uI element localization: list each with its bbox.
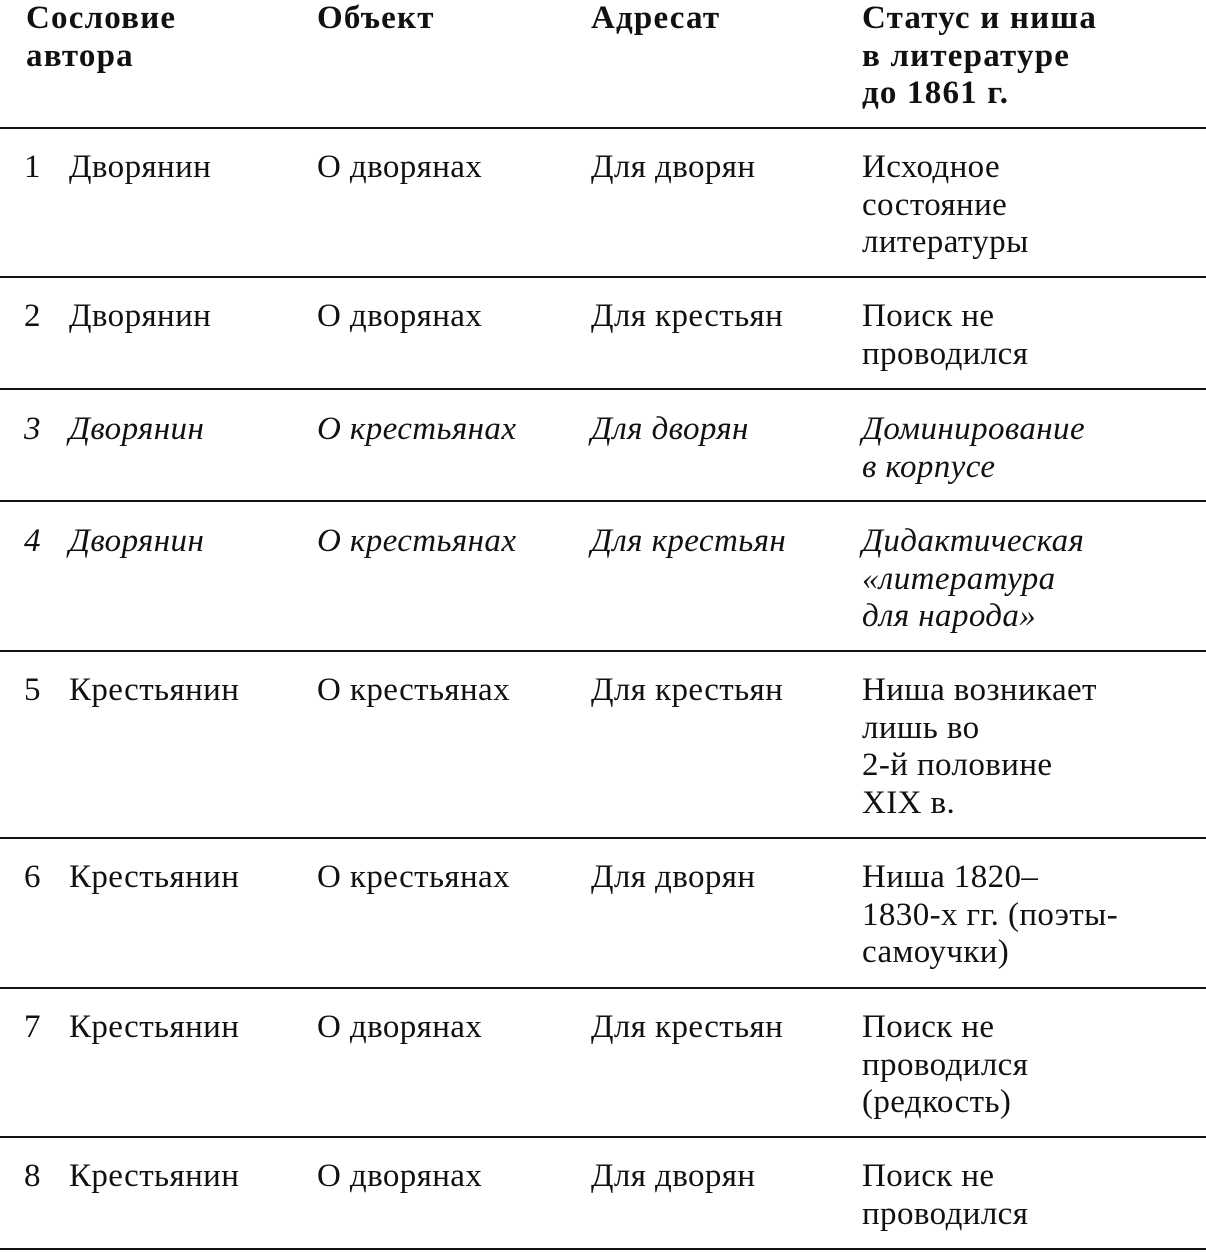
row-object: О крестьянах <box>317 672 510 708</box>
header-line: Объект <box>317 0 435 36</box>
status-line: 2-й половине <box>862 747 1053 783</box>
row-rule <box>0 650 1206 652</box>
status-line: Дидактическая <box>862 523 1085 559</box>
header-line: Сословие <box>26 0 177 36</box>
row-addressee: Для дворян <box>591 859 756 895</box>
status-line: литературы <box>862 224 1029 260</box>
status-line: лишь во <box>862 709 980 746</box>
status-line: самоучки) <box>862 934 1010 970</box>
header-status <box>862 0 1097 113</box>
row-author: Крестьянин <box>69 1009 240 1045</box>
header-rule <box>0 127 1206 129</box>
row-addressee: Для дворян <box>591 149 756 185</box>
row-number: 1 <box>24 149 41 185</box>
row-rule <box>0 837 1206 839</box>
header-author-estate <box>26 0 176 75</box>
bottom-rule <box>0 1248 1206 1250</box>
row-status <box>862 298 1028 373</box>
row-rule <box>0 276 1206 278</box>
row-object: О дворянах <box>317 1158 483 1194</box>
row-object: О дворянах <box>317 149 483 185</box>
status-line: в корпусе <box>862 448 996 485</box>
row-author: Дворянин <box>69 523 205 559</box>
header-line: Адресат <box>591 0 721 36</box>
row-rule <box>0 1136 1206 1138</box>
row-author: Дворянин <box>69 149 212 185</box>
header-line: автора <box>26 37 134 74</box>
status-line: Доминирование <box>862 411 1085 447</box>
row-status <box>862 523 1084 636</box>
header-object <box>317 0 435 38</box>
row-number: 3 <box>24 411 41 447</box>
status-line: проводился <box>862 335 1029 372</box>
status-line: проводился <box>862 1046 1029 1083</box>
row-number: 2 <box>24 298 41 334</box>
header-line: в литературе <box>862 37 1071 74</box>
status-line: «литература <box>862 560 1056 597</box>
row-object: О дворянах <box>317 298 483 334</box>
row-object: О крестьянах <box>317 411 517 447</box>
row-addressee: Для дворян <box>591 411 749 447</box>
header-line: до 1861 г. <box>862 75 1010 111</box>
row-status <box>862 859 1118 972</box>
row-addressee: Для крестьян <box>591 1009 784 1045</box>
status-line: Поиск не <box>862 298 995 334</box>
row-number: 6 <box>24 859 41 895</box>
row-addressee: Для крестьян <box>591 523 787 559</box>
row-author: Крестьянин <box>69 859 240 895</box>
status-line: XIX в. <box>862 784 956 821</box>
row-status <box>862 672 1097 822</box>
row-number: 5 <box>24 672 41 708</box>
status-line: проводился <box>862 1195 1029 1232</box>
status-line: Исходное <box>862 149 1001 185</box>
status-line: Поиск не <box>862 1158 995 1194</box>
row-author: Крестьянин <box>69 672 240 708</box>
row-status <box>862 411 1085 486</box>
row-rule <box>0 500 1206 502</box>
row-addressee: Для крестьян <box>591 298 784 334</box>
row-object: О крестьянах <box>317 523 517 559</box>
row-addressee: Для дворян <box>591 1158 756 1194</box>
header-addressee <box>591 0 720 38</box>
row-object: О дворянах <box>317 1009 483 1045</box>
row-number: 7 <box>24 1009 41 1045</box>
row-rule <box>0 987 1206 989</box>
row-author: Дворянин <box>69 411 205 447</box>
row-status <box>862 1009 1028 1122</box>
status-line: (редкость) <box>862 1084 1012 1120</box>
status-line: Ниша 1820– <box>862 859 1039 895</box>
status-line: Поиск не <box>862 1009 995 1045</box>
row-status <box>862 149 1029 262</box>
row-status <box>862 1158 1028 1233</box>
row-number: 4 <box>24 523 41 559</box>
table-header <box>0 0 1206 130</box>
status-line: Ниша возникает <box>862 672 1097 708</box>
status-line: для народа» <box>862 598 1037 634</box>
header-line: Статус и ниша <box>862 0 1098 36</box>
row-rule <box>0 388 1206 390</box>
row-number: 8 <box>24 1158 41 1194</box>
row-addressee: Для крестьян <box>591 672 784 708</box>
row-author: Крестьянин <box>69 1158 240 1194</box>
status-line: состояние <box>862 186 1008 223</box>
row-object: О крестьянах <box>317 859 510 895</box>
status-line: 1830-х гг. (поэты- <box>862 896 1119 933</box>
row-author: Дворянин <box>69 298 212 334</box>
